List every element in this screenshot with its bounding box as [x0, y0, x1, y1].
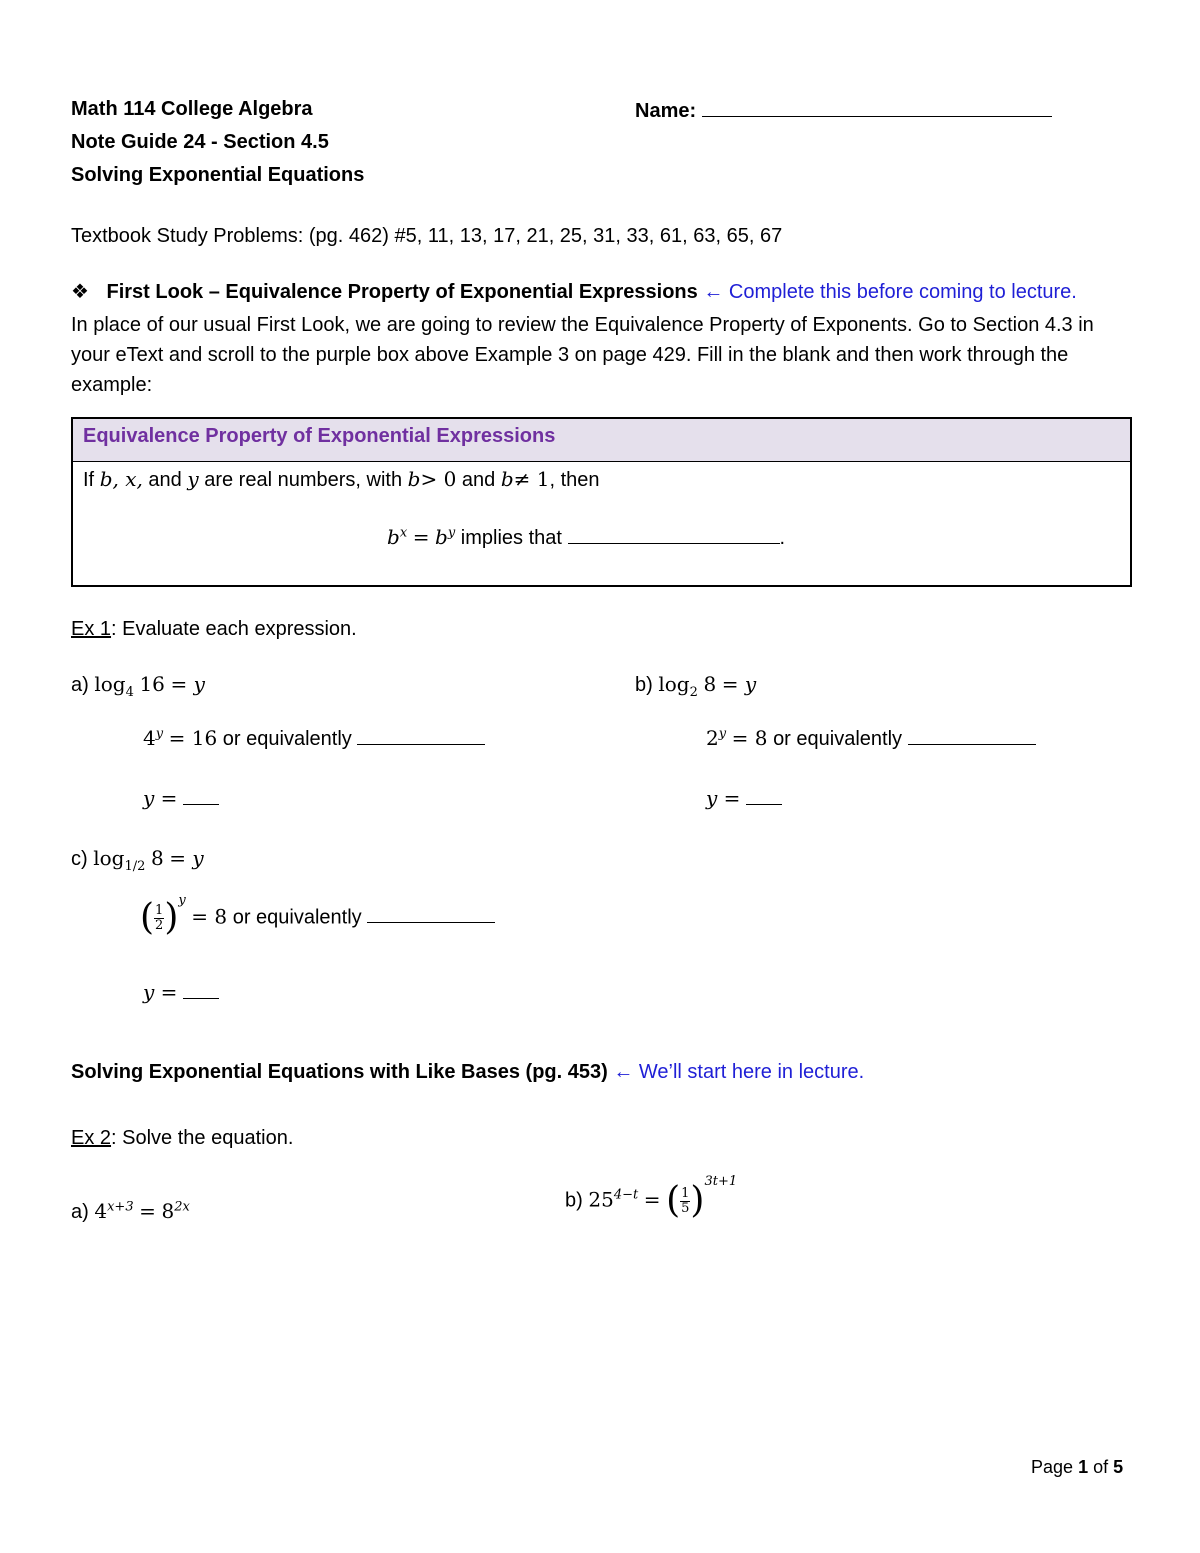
like-bases-note: ← We’ll start here in lecture. [613, 1061, 865, 1083]
ex2-heading [71, 1127, 293, 1150]
property-statement: $b^x = b^y$ implies that . [387, 525, 786, 549]
ex1-b-problem: b) $\log_2 8 = y$ [635, 672, 757, 700]
name-label: Name: [635, 100, 697, 122]
guide-title: Note Guide 24 - Section 4.5 [71, 131, 329, 153]
ex1-heading [71, 618, 357, 641]
ex1-c-answer-blank[interactable] [183, 980, 219, 999]
property-blank[interactable] [568, 525, 780, 544]
first-look-heading [71, 279, 1077, 304]
diamond-bullet-icon: ❖ [71, 281, 89, 303]
ex2-a-problem: a) $4^{x+3} = 8^{2x}$ [71, 1199, 190, 1223]
name-field[interactable] [635, 98, 1052, 123]
ex2-b-problem: b) $25^{4-t}$ = ( $\frac{1}{5}$ )$^{3t+1}$ [565, 1173, 738, 1221]
property-box [71, 417, 1132, 587]
first-look-paragraph: In place of our usual First Look, we are going to review the Equivalence Property of Exponents. Go to Section 4.3 in your eText and scroll to the purple box above Example 3 on page 429. Fill in the blank and then work through the example: [71, 314, 1094, 396]
ex1-b-answer-blank[interactable] [746, 786, 782, 805]
ex1-b-exponential: 2$^y$ = 8 or equivalently [706, 726, 1036, 751]
ex1-b-answer: y = [706, 786, 782, 811]
ex1-c-problem: c) $\log_{1/2} 8 = y$ [71, 846, 204, 874]
ex1-instruction: : Evaluate each expression. [111, 618, 357, 640]
ex1-b-blank[interactable] [908, 726, 1036, 745]
ex2-label: Ex 2 [71, 1127, 112, 1149]
ex1-a-exponential: 4$^y$ = 16 or equivalently [143, 726, 485, 751]
study-problems: Textbook Study Problems: (pg. 462) #5, 11, 13, 17, 21, 25, 31, 33, 61, 63, 65, 67 [71, 225, 783, 247]
like-bases-heading [71, 1061, 864, 1084]
ex1-c-blank[interactable] [367, 904, 495, 923]
first-look-note: ← Complete this before coming to lecture. [703, 281, 1077, 303]
ex1-label: Ex 1 [71, 618, 112, 640]
property-box-header [73, 419, 1130, 462]
ex1-a-problem: a) $\log_4 16 = y$ [71, 672, 205, 700]
like-bases-title: Solving Exponential Equations with Like Bases (pg. 453) [71, 1061, 608, 1083]
property-box-heading: Equivalence Property of Exponential Expressions [83, 425, 556, 447]
topic-title: Solving Exponential Equations [71, 164, 365, 186]
ex1-c-exponential: ( $\frac{1}{2}$ )$^y$ = 8 or equivalently [140, 900, 495, 936]
name-blank[interactable] [702, 98, 1052, 117]
ex2-instruction: : Solve the equation. [111, 1127, 294, 1149]
page-indicator: Page 1 of 5 [1031, 1457, 1124, 1477]
property-condition: If b, x, and y are real numbers, with b> 0 and b≠ 1, then [83, 467, 600, 491]
ex1-a-blank[interactable] [357, 726, 485, 745]
first-look-title: First Look – Equivalence Property of Exponential Expressions [106, 281, 698, 303]
ex1-a-answer: y = [143, 786, 219, 811]
ex1-c-answer: y = [143, 980, 219, 1005]
ex1-a-answer-blank[interactable] [183, 786, 219, 805]
course-title: Math 114 College Algebra [71, 98, 313, 120]
